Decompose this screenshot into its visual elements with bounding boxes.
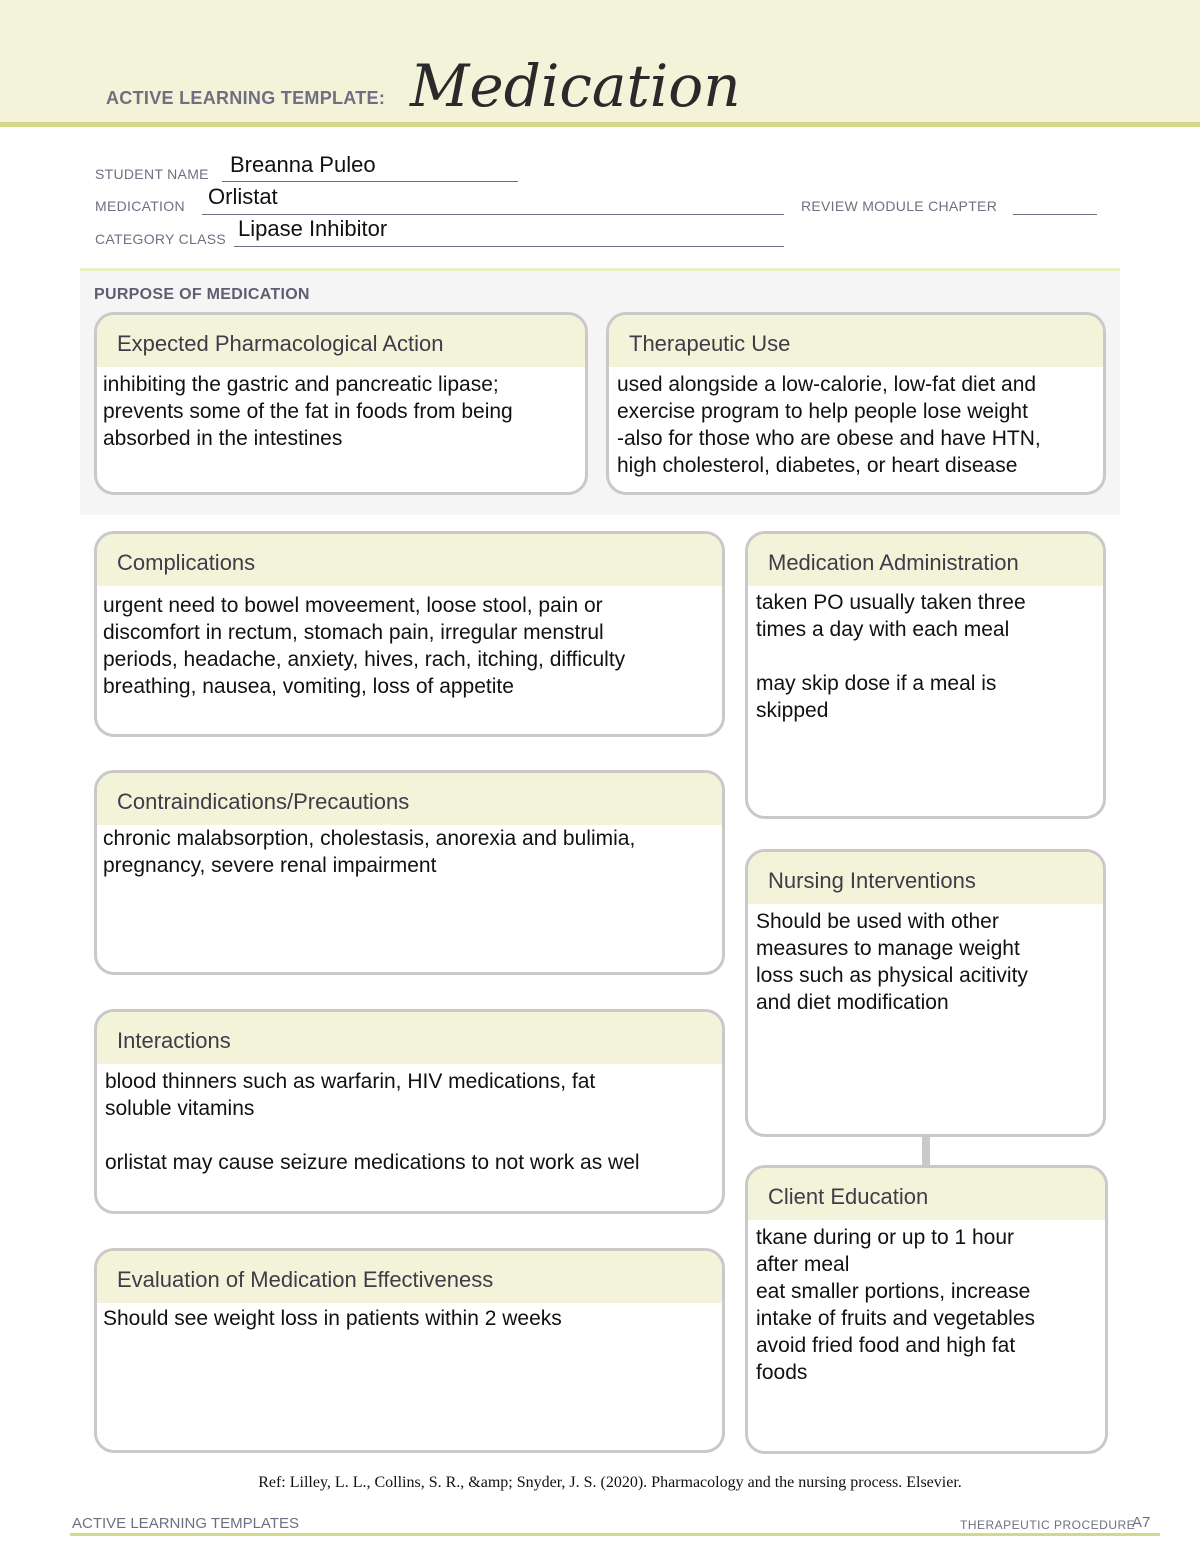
interactions-heading: Interactions <box>97 1012 722 1064</box>
footer-page-number: A7 <box>1132 1514 1151 1531</box>
client-education-box <box>745 1165 1108 1454</box>
interactions-text[interactable]: blood thinners such as warfarin, HIV medications, fat soluble vitamins orlistat may cause seizure medications to not work as wel <box>105 1070 640 1174</box>
nursing-interventions-text[interactable]: Should be used with other measures to manage weight loss such as physical acitivity and diet modification <box>756 910 1028 1014</box>
footer-right-label: THERAPEUTIC PROCEDURE <box>960 1518 1136 1532</box>
expected-action-heading: Expected Pharmacological Action <box>97 315 585 367</box>
page-header <box>0 0 1200 127</box>
client-education-text[interactable]: tkane during or up to 1 hour after meal eat smaller portions, increase intake of fruits and vegetables avoid fried food and high fat foods <box>756 1226 1036 1384</box>
review-module-label: REVIEW MODULE CHAPTER <box>801 198 998 214</box>
administration-heading: Medication Administration <box>748 534 1103 586</box>
therapeutic-use-box <box>606 312 1106 495</box>
evaluation-text[interactable]: Should see weight loss in patients within 2 weeks <box>103 1307 562 1330</box>
evaluation-heading: Evaluation of Medication Effectiveness <box>97 1251 722 1303</box>
category-class-value[interactable]: Lipase Inhibitor <box>238 216 388 241</box>
reference-citation: Ref: Lilley, L. L., Collins, S. R., &amp; Snyder, J. S. (2020). Pharmacology and the nursing process. Elsevier. <box>258 1474 962 1491</box>
client-education-heading: Client Education <box>748 1168 1105 1220</box>
expected-action-box <box>94 312 588 495</box>
student-name-line <box>222 181 518 182</box>
contraindications-text[interactable]: chronic malabsorption, cholestasis, anorexia and bulimia, pregnancy, severe renal impairment <box>103 827 636 877</box>
page-title: Medication <box>410 52 741 120</box>
complications-text[interactable]: urgent need to bowel moveement, loose stool, pain or discomfort in rectum, stomach pain, irregular menstrul periods, headache, anxiety, hives, rach, itching, difficulty breathing, nausea, vomiting, loss of appetite <box>103 594 626 698</box>
evaluation-box <box>94 1248 725 1453</box>
purpose-title: PURPOSE OF MEDICATION <box>94 286 310 303</box>
footer-divider <box>70 1533 1160 1536</box>
contraindications-heading: Contraindications/Precautions <box>97 773 722 825</box>
nursing-interventions-box <box>745 849 1106 1137</box>
medication-value[interactable]: Orlistat <box>208 184 278 209</box>
footer-left-label: ACTIVE LEARNING TEMPLATES <box>72 1515 299 1532</box>
administration-box <box>745 531 1106 819</box>
complications-heading: Complications <box>97 534 722 586</box>
nursing-interventions-heading: Nursing Interventions <box>748 852 1103 904</box>
therapeutic-use-heading: Therapeutic Use <box>609 315 1103 367</box>
student-name-value[interactable]: Breanna Puleo <box>230 152 376 177</box>
category-class-label: CATEGORY CLASS <box>95 231 227 247</box>
review-module-line <box>1013 214 1097 215</box>
contraindications-box <box>94 770 725 975</box>
expected-action-text[interactable]: inhibiting the gastric and pancreatic lipase; prevents some of the fat in foods from being absorbed in the intestines <box>103 373 513 450</box>
administration-text[interactable]: taken PO usually taken three times a day with each meal may skip dose if a meal is skipped <box>756 591 1026 722</box>
template-label: ACTIVE LEARNING TEMPLATE: <box>106 88 386 108</box>
interactions-box <box>94 1009 725 1214</box>
medication-line <box>202 214 784 215</box>
complications-box <box>94 531 725 737</box>
category-class-line <box>234 246 784 247</box>
medication-label: MEDICATION <box>95 198 185 214</box>
box-connector <box>922 1137 930 1167</box>
student-name-label: STUDENT NAME <box>95 166 209 182</box>
therapeutic-use-text[interactable]: used alongside a low-calorie, low-fat diet and exercise program to help people lose weight -also for those who are obese and have HTN, high cholesterol, diabetes, or heart disease <box>617 373 1041 477</box>
